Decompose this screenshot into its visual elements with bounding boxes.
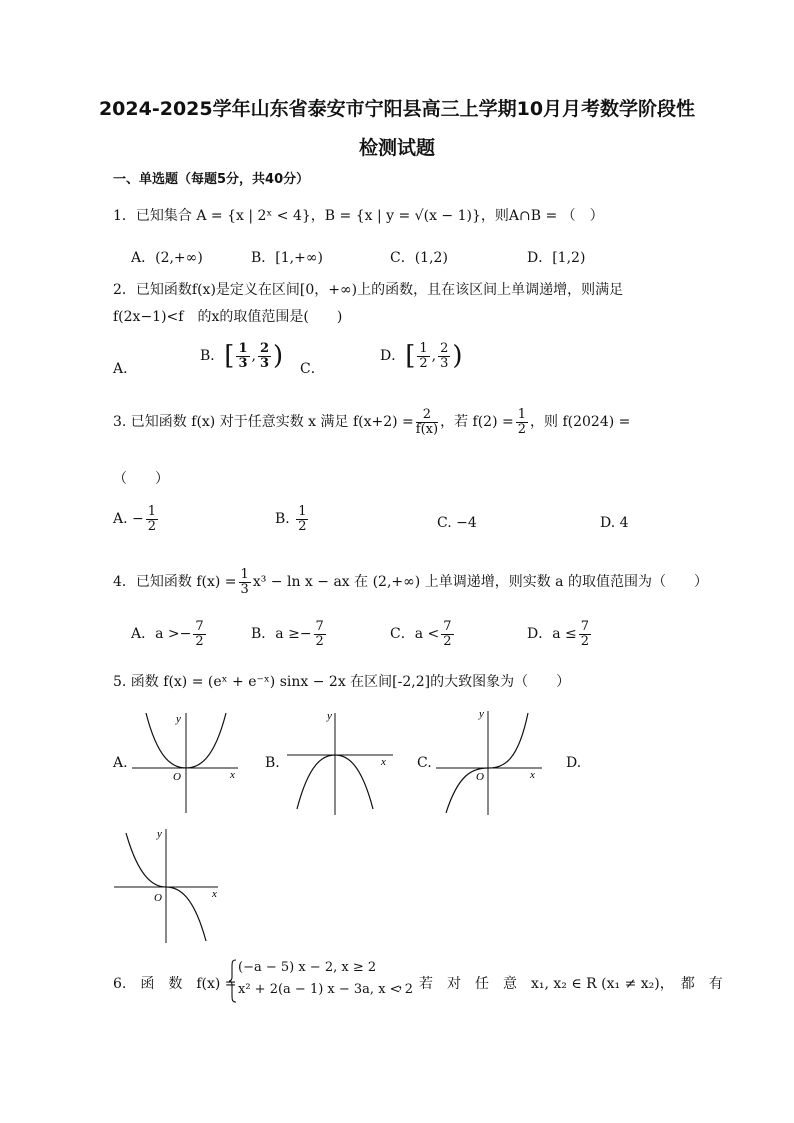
question-4-option-a: A．a >− $\frac{7}{2}$	[131, 619, 204, 649]
page-title: 2024-2025学年山东省泰安市宁阳县高三上学期10月月考数学阶段性	[98, 98, 696, 120]
graph-b	[283, 705, 398, 817]
question-2-option-a: A．	[113, 361, 138, 377]
graph-c-x-label: x	[530, 769, 535, 781]
graph-b-label: B.	[265, 755, 280, 771]
question-6-tail: ， 若 对 任 意 x₁, x₂ ∈ R (x₁ ≠ x₂)， 都 有	[398, 976, 723, 992]
graph-b-y-label: y	[327, 710, 332, 722]
graph-b-x-label: x	[381, 756, 386, 768]
question-4-option-b: B．a ≥− $\frac{7}{2}$	[251, 619, 324, 649]
question-1-option-c: C．(1,2)	[390, 250, 448, 266]
graph-d-x-label: x	[212, 888, 217, 900]
graph-a-label: A.	[113, 755, 128, 771]
question-6-case1: (−a − 5) x − 2, x ≥ 2	[238, 960, 377, 975]
question-2-option-c: C．	[300, 361, 325, 377]
question-1-option-a: A．(2,+∞)	[131, 250, 203, 266]
question-2-stem-line1: 2．已知函数f(x)是定义在区间[0，+∞)上的函数，且在该区间上单调递增，则满足	[113, 282, 624, 298]
graph-a	[128, 705, 243, 815]
section-heading: 一、单选题（每题5分，共40分）	[113, 172, 310, 187]
graph-c-label: C.	[417, 755, 432, 771]
question-6-case2: x² + 2(a − 1) x − 3a, x < 2	[238, 982, 413, 997]
question-1-stem: 1．已知集合 A = {x | 2ˣ < 4}，B = {x | y = √(x − 1)}，则A∩B = （ ）	[113, 208, 604, 224]
graph-c-origin: O	[476, 771, 484, 783]
graph-d-y-label: y	[157, 828, 162, 840]
question-2-stem-line2: f(2x−1)<f 的x的取值范围是( )	[113, 309, 343, 325]
question-1-option-d: D．[1,2)	[527, 250, 586, 266]
question-6-lead: 6. 函 数 f(x) =	[113, 976, 237, 992]
graph-a-x-label: x	[230, 769, 235, 781]
page-title-line2: 检测试题	[358, 137, 435, 159]
question-3-option-d: D. 4	[600, 515, 629, 531]
graph-a-y-label: y	[176, 713, 181, 725]
question-3-paren: （ ）	[113, 471, 169, 487]
question-1-option-b: B．[1,+∞)	[251, 250, 323, 266]
graph-c-curve	[446, 713, 528, 813]
question-5-stem: 5. 函数 f(x) = (eˣ + e⁻ˣ) sinx − 2x 在区间[-2,2]的大致图象为（ ）	[113, 674, 571, 690]
graph-d-label: D.	[566, 755, 582, 771]
question-2-option-b: B．[ $\frac{1}{3}$ , $\frac{2}{3}$ )	[200, 340, 284, 371]
graph-a-origin: O	[173, 771, 181, 783]
question-4-option-d: D．a ≤ $\frac{7}{2}$	[527, 619, 590, 649]
question-3-option-b: B. $\frac{1}{2}$	[275, 504, 307, 534]
graph-c	[432, 705, 547, 817]
graph-d	[112, 825, 227, 945]
graph-c-y-label: y	[479, 708, 484, 720]
question-3-option-c: C. −4	[437, 515, 477, 531]
question-4-stem: 4．已知函数 f(x) = $\frac{1}{3}$ x³ − ln x − ax 在 (2,+∞) 上单调递增，则实数 a 的取值范围为（ ）	[113, 567, 708, 597]
graph-d-origin: O	[154, 892, 162, 904]
question-3-option-a: A. − $\frac{1}{2}$	[113, 504, 157, 534]
question-2-option-d: D．[ $\frac{1}{2}$ , $\frac{2}{3}$ )	[380, 340, 463, 371]
question-3-stem: 3. 已知函数 f(x) 对于任意实数 x 满足 f(x+2) = $\frac{2}{f(x)}$ ，若 f(2) = $\frac{1}{2}$ ，则 f(2024) =	[113, 407, 631, 437]
curly-brace-icon	[228, 958, 238, 1004]
question-4-option-c: C．a < $\frac{7}{2}$	[390, 619, 452, 649]
